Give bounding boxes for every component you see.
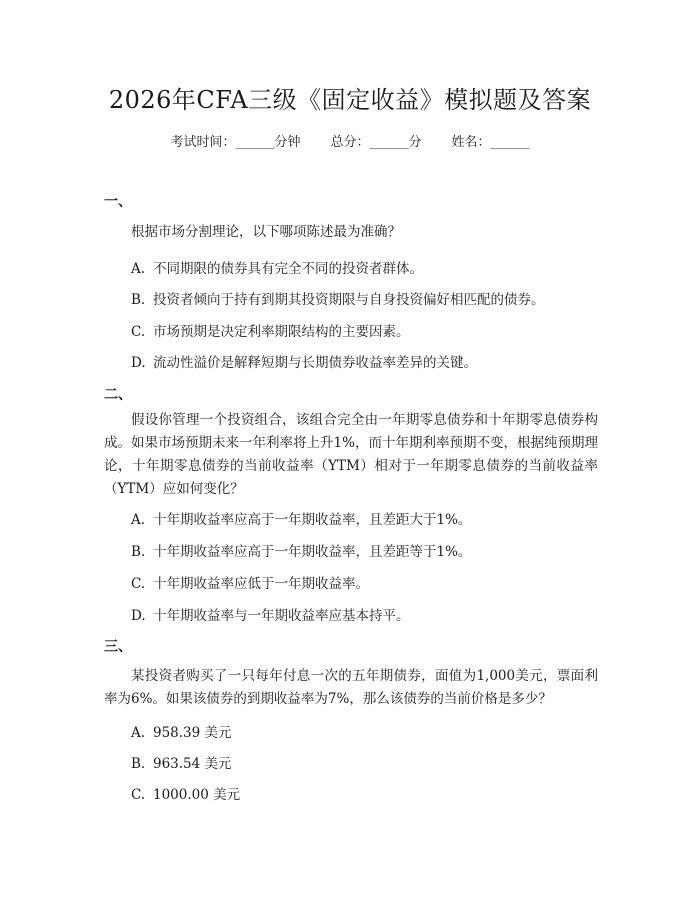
name-field: 姓名：______: [451, 135, 530, 150]
option-text: 1000.00 美元: [153, 787, 241, 803]
question-3-stem: 某投资者购买了一只每年付息一次的五年期债券，面值为1,000美元，票面利率为6%。如果该债券的到期收益率为7%，那么该债券的当前价格是多少？: [104, 668, 598, 707]
question-1-option-d: [131, 351, 477, 371]
question-1-option-c: [131, 320, 410, 340]
option-letter: B.: [131, 544, 146, 560]
option-text: 十年期收益率与一年期收益率应基本持平。: [153, 608, 410, 624]
option-letter: C.: [131, 576, 146, 592]
option-text: 963.54 美元: [153, 756, 232, 772]
option-text: 958.39 美元: [153, 725, 232, 741]
question-2-option-a: [131, 508, 471, 528]
option-letter: C.: [131, 787, 146, 803]
question-2-number: 二、: [104, 387, 132, 403]
option-letter: A.: [131, 261, 146, 277]
option-letter: B.: [131, 292, 146, 308]
option-letter: D.: [131, 608, 146, 624]
exam-time-field: 考试时间：______分钟: [170, 135, 301, 150]
question-3-option-b: [131, 752, 232, 772]
option-text: 十年期收益率应高于一年期收益率，且差距大于1%。: [153, 512, 472, 528]
document-title: 2026年CFA三级《固定收益》模拟题及答案: [108, 86, 592, 114]
question-1-option-a: [131, 257, 423, 277]
question-3-option-a: [131, 721, 232, 741]
question-3-option-c: [131, 783, 240, 803]
exam-meta-line: [0, 131, 700, 150]
option-text: 不同期限的债券具有完全不同的投资者群体。: [153, 261, 423, 277]
option-letter: A.: [131, 512, 146, 528]
option-text: 十年期收益率应高于一年期收益率，且差距等于1%。: [153, 544, 472, 560]
question-1-number: 一、: [104, 194, 132, 210]
option-letter: A.: [131, 725, 146, 741]
option-letter: B.: [131, 756, 146, 772]
question-2-stem: 假设你管理一个投资组合，该组合完全由一年期零息债券和十年期零息债券构成。如果市场预期未来一年利率将上升1%，而十年期利率预期不变，根据纯预期理论，十年期零息债券的当前收益率（YTM）相对于一年期零息债券的当前收益率（YTM）应如何变化？: [104, 412, 598, 497]
question-2-option-c: [131, 572, 369, 592]
option-text: 十年期收益率应低于一年期收益率。: [153, 576, 369, 592]
question-1-stem: 根据市场分割理论，以下哪项陈述最为准确？: [131, 224, 401, 240]
question-2-option-b: [131, 540, 471, 560]
option-text: 市场预期是决定利率期限结构的主要因素。: [153, 324, 410, 340]
option-text: 流动性溢价是解释短期与长期债券收益率差异的关键。: [153, 355, 477, 371]
total-score-field: 总分：______分: [330, 135, 422, 150]
option-text: 投资者倾向于持有到期其投资期限与自身投资偏好相匹配的债券。: [153, 292, 545, 308]
question-1-option-b: [131, 288, 545, 308]
option-letter: C.: [131, 324, 146, 340]
question-2-option-d: [131, 604, 410, 624]
question-3-number: 三、: [104, 639, 132, 655]
option-letter: D.: [131, 355, 146, 371]
